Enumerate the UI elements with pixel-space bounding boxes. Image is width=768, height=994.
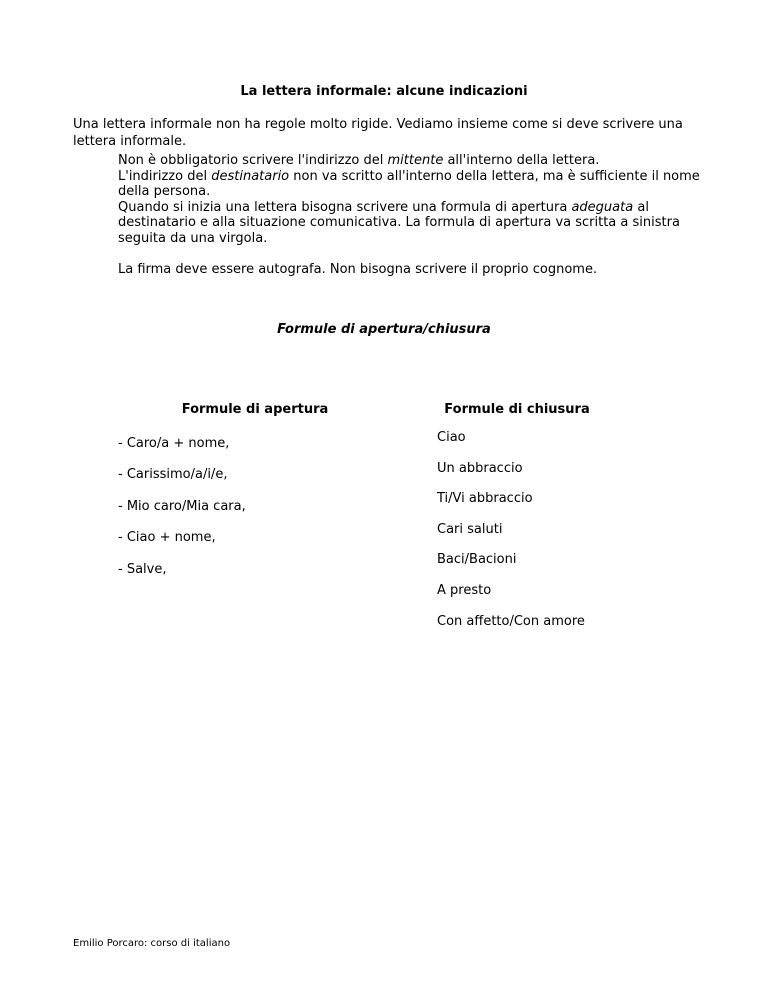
section-subtitle: Formule di apertura/chiusura	[277, 322, 491, 337]
rule-apertura-text-end: al destinatario e alla situazione comunicativa. La formula di apertura va scritta a sinistra seguita da una virgola.	[118, 199, 680, 246]
list-item: - Caro/a + nome,	[118, 436, 230, 451]
page-footer: Emilio Porcaro: corso di italiano	[73, 938, 231, 949]
rule-destinatario	[118, 169, 708, 200]
rule-mittente-emphasis: mittente	[387, 153, 444, 168]
list-item: Cari saluti	[437, 521, 503, 537]
rule-destinatario-text: L'indirizzo del	[118, 168, 212, 184]
list-item: Ti/Vi abbraccio	[437, 491, 533, 507]
list-item: Baci/Bacioni	[437, 552, 517, 568]
list-item: - Mio caro/Mia cara,	[118, 498, 246, 514]
firma-paragraph: La firma deve essere autografa. Non bisogna scrivere il proprio cognome.	[118, 262, 598, 277]
page-title: La lettera informale: alcune indicazioni	[240, 84, 528, 99]
rule-apertura-emphasis: adeguata	[571, 199, 634, 215]
rules-block	[118, 153, 708, 246]
closing-heading: Formule di chiusura	[444, 402, 590, 417]
list-item: - Salve,	[118, 561, 167, 577]
list-item: A presto	[437, 582, 492, 598]
rule-destinatario-text-end: non va scritto all'interno della lettera, ma è sufficiente il nome della persona.	[118, 168, 700, 199]
rule-apertura	[118, 200, 708, 247]
list-item: Ciao	[437, 430, 466, 445]
list-item: Un abbraccio	[437, 460, 523, 476]
list-item: - Carissimo/a/i/e,	[118, 467, 228, 483]
opening-heading: Formule di apertura	[181, 402, 329, 417]
rule-mittente	[118, 153, 708, 169]
rule-destinatario-emphasis: destinatario	[211, 168, 290, 184]
intro-paragraph: Una lettera informale non ha regole molto rigide. Vediamo insieme come si deve scrivere una lettera informale.	[73, 117, 683, 149]
rule-mittente-text: Non è obbligatorio scrivere l'indirizzo del	[118, 153, 388, 168]
list-item: Con affetto/Con amore	[437, 613, 585, 629]
closing-list	[437, 430, 585, 644]
opening-list	[118, 436, 246, 593]
rule-apertura-text: Quando si inizia una lettera bisogna scrivere una formula di apertura	[118, 199, 572, 215]
list-item: - Ciao + nome,	[118, 530, 216, 546]
rule-mittente-text-end: all'interno della lettera.	[443, 153, 600, 168]
